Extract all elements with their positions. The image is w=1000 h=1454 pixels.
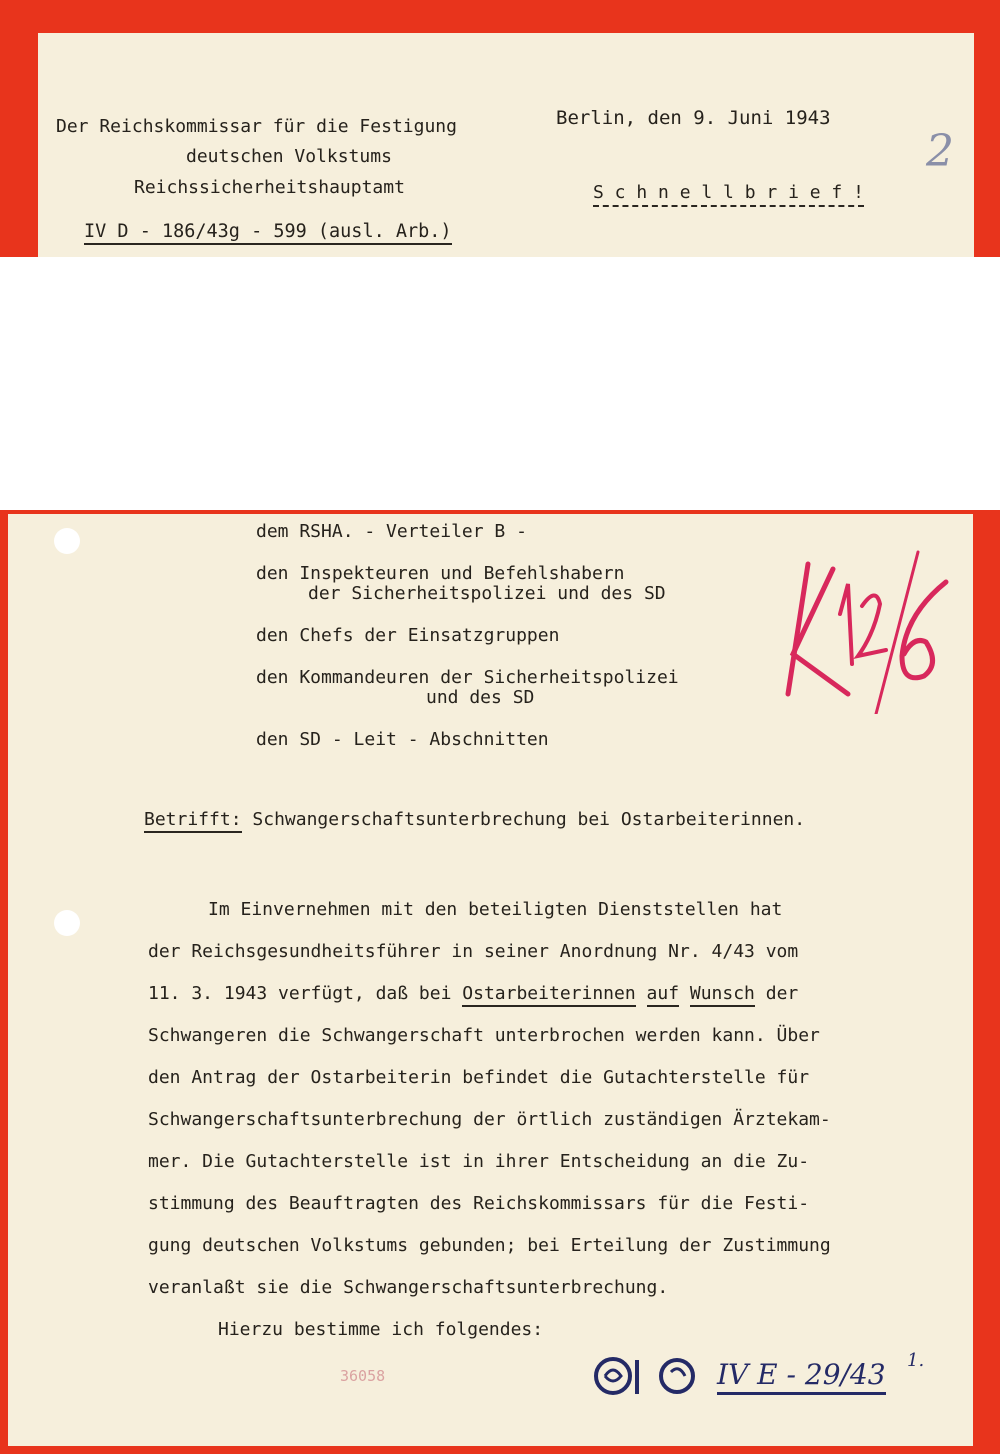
recipient-line: den Kommandeuren der Sicherheitspolizei bbox=[256, 667, 679, 688]
red-annotation bbox=[778, 544, 958, 714]
org-line-2: deutschen Volkstums bbox=[186, 146, 392, 167]
underlined-word: auf bbox=[647, 983, 680, 1007]
body-line: Hierzu bestimme ich folgendes: bbox=[218, 1319, 544, 1340]
body-line: den Antrag der Ostarbeiterin befindet die Gutachterstelle für bbox=[148, 1067, 810, 1088]
underlined-word: Ostarbeiterinnen bbox=[462, 983, 635, 1007]
recipient-line: den Inspekteuren und Befehlshabern bbox=[256, 563, 625, 584]
letter-frame bbox=[0, 510, 1000, 1454]
subject-line bbox=[144, 810, 805, 830]
body-line: Schwangeren die Schwangerschaft unterbrochen werden kann. Über bbox=[148, 1025, 820, 1046]
faint-stamp-number: 36058 bbox=[340, 1367, 386, 1385]
header-frame bbox=[0, 0, 1000, 257]
punch-hole-top bbox=[54, 528, 80, 554]
underlined-word: Wunsch bbox=[690, 983, 755, 1007]
letter-paper bbox=[8, 514, 973, 1446]
body-text: der bbox=[754, 983, 799, 1004]
body-text: 11. 3. 1943 verfügt, daß bei bbox=[148, 983, 463, 1004]
subject-label: Betrifft: bbox=[144, 809, 242, 833]
stamp-suffix: 1. bbox=[907, 1350, 925, 1371]
body-line: veranlaßt sie die Schwangerschaftsunterbrechung. bbox=[148, 1277, 669, 1298]
recipient-line: den Chefs der Einsatzgruppen bbox=[256, 625, 560, 646]
subject-text: Schwangerschaftsunterbrechung bei Ostarbeiterinnen. bbox=[252, 809, 806, 830]
recipient-line: der Sicherheitspolizei und des SD bbox=[308, 583, 666, 604]
org-line-1: Der Reichskommissar für die Festigung bbox=[56, 116, 457, 137]
header-paper bbox=[38, 33, 974, 257]
recipient-line: dem RSHA. - Verteiler B - bbox=[256, 521, 527, 542]
punch-hole-bottom bbox=[54, 910, 80, 936]
red-annotation-drawing bbox=[778, 544, 958, 714]
schnellbrief-marker: S c h n e l l b r i e f ! bbox=[593, 183, 864, 207]
recipient-line: und des SD bbox=[426, 687, 535, 708]
body-line: stimmung des Beauftragten des Reichskommissars für die Festi- bbox=[148, 1193, 810, 1214]
body-line: Schwangerschaftsunterbrechung der örtlich zuständigen Ärztekam- bbox=[148, 1109, 831, 1130]
handwritten-number: 2 bbox=[926, 126, 954, 177]
body-line: gung deutschen Volkstums gebunden; bei Erteilung der Zustimmung bbox=[148, 1235, 831, 1256]
body-line: mer. Die Gutachterstelle ist in ihrer Entscheidung an die Zu- bbox=[148, 1151, 810, 1172]
stamp-logo-icon bbox=[593, 1350, 713, 1402]
body-line bbox=[148, 984, 798, 1004]
stamp-number: IV E - 29/43 bbox=[717, 1358, 886, 1395]
recipient-line: den SD - Leit - Abschnitten bbox=[256, 729, 549, 750]
body-line: Im Einvernehmen mit den beteiligten Dienststellen hat bbox=[208, 899, 783, 920]
org-line-3: Reichssicherheitshauptamt bbox=[134, 177, 405, 198]
reference-number: IV D - 186/43g - 599 (ausl. Arb.) bbox=[84, 222, 452, 245]
body-line: der Reichsgesundheitsführer in seiner Anordnung Nr. 4/43 vom bbox=[148, 941, 799, 962]
place-date: Berlin, den 9. Juni 1943 bbox=[556, 107, 831, 129]
